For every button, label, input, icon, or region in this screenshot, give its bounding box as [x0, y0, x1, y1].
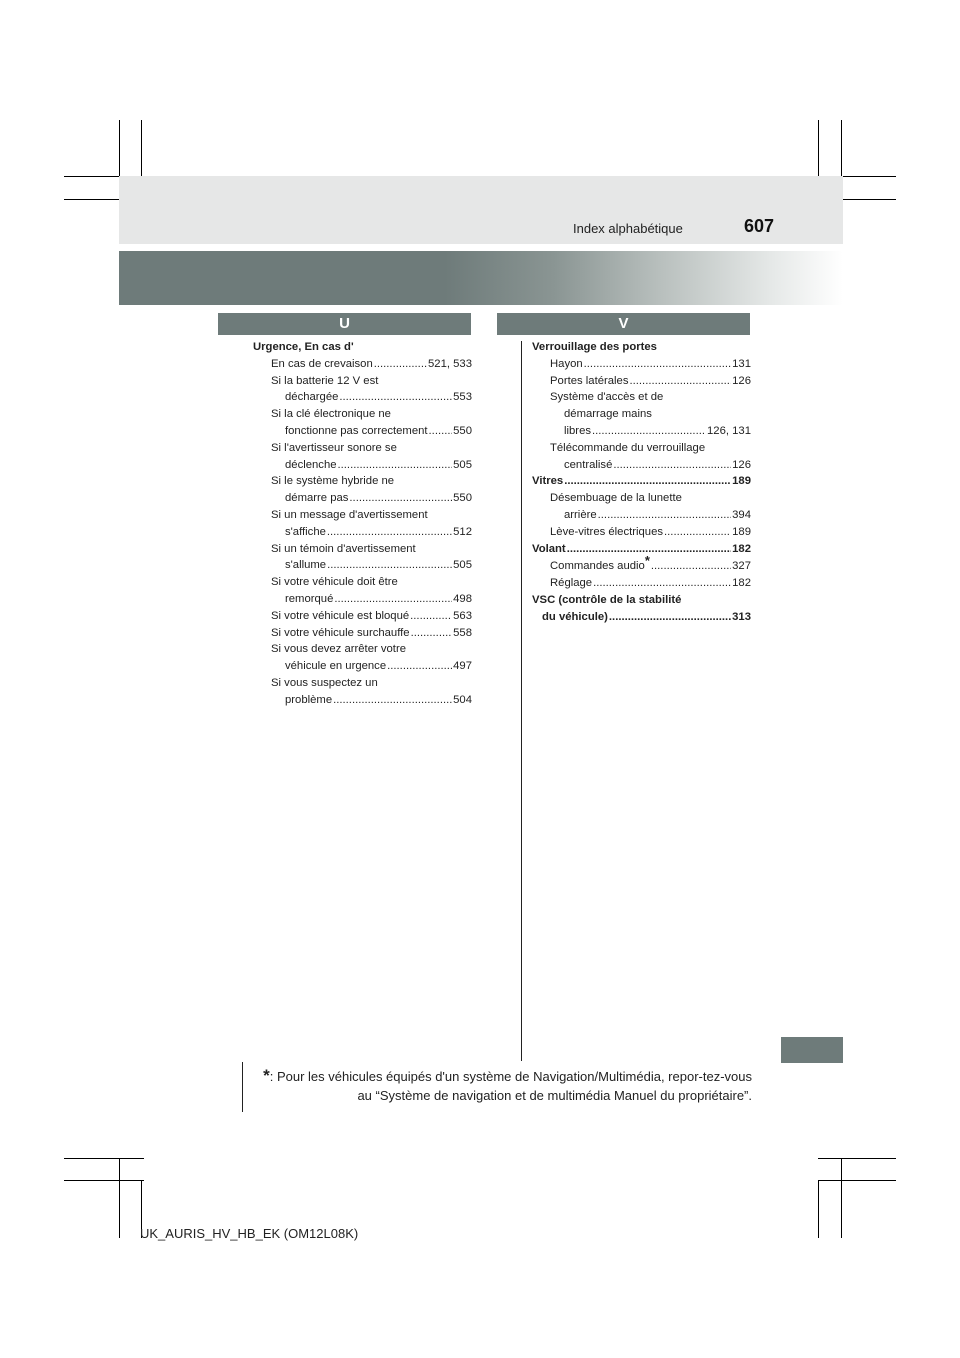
index-entry-text: Si l'avertisseur sonore se [271, 441, 397, 454]
index-entry-text: fonctionne pas correctement [285, 424, 428, 437]
dot-leader [349, 490, 452, 507]
index-entry-line [271, 423, 472, 440]
index-entry-text: Système d'accès et de [550, 391, 664, 404]
dot-leader [613, 457, 731, 474]
index-entry [253, 339, 472, 356]
index-entry [253, 356, 472, 373]
index-entry [532, 490, 751, 524]
index-entry-line [271, 524, 472, 541]
crop-mark [818, 1180, 819, 1238]
index-entry [532, 592, 751, 626]
index-entry-line [550, 406, 751, 423]
index-entry [253, 440, 472, 474]
page-reference: 189 [732, 475, 751, 488]
index-entry-line [271, 658, 472, 675]
index-entry-line [532, 609, 751, 626]
index-entry-line [271, 440, 472, 457]
footnote-rule [242, 1062, 243, 1112]
index-entry-text: Si vous devez arrêter votre [271, 643, 406, 656]
section-letter-v: V [497, 313, 750, 335]
dot-leader [429, 423, 453, 440]
index-entry-text: du véhicule) [542, 610, 608, 623]
index-entry-line [271, 541, 472, 558]
page-reference: 126 [732, 374, 751, 387]
index-entry-line [550, 575, 751, 592]
page-reference: 505 [453, 559, 472, 572]
index-entry-line [271, 507, 472, 524]
index-entry-text: Si un message d'avertissement [271, 508, 428, 521]
page-reference: 497 [453, 660, 472, 673]
index-entry-line [532, 541, 751, 558]
index-entry-text: Réglage [550, 577, 593, 590]
index-entry [253, 406, 472, 440]
page-reference: 131 [732, 357, 751, 370]
page-reference: 550 [453, 492, 472, 505]
index-entry [532, 440, 751, 474]
crop-mark [64, 1158, 144, 1159]
index-entry-line [271, 557, 472, 574]
index-entry-text: déchargée [285, 391, 339, 404]
index-entry-line [271, 406, 472, 423]
document-code: UK_AURIS_HV_HB_EK (OM12L08K) [140, 1226, 359, 1241]
dot-leader [609, 609, 731, 626]
section-letter-u: U [218, 313, 471, 335]
side-tab [781, 1037, 843, 1063]
dot-leader [630, 373, 732, 390]
index-entry-line [271, 591, 472, 608]
crop-mark [64, 1180, 144, 1181]
index-entry-line [271, 625, 472, 642]
index-entry-line [550, 457, 751, 474]
index-column-v [532, 339, 751, 626]
page-reference: 313 [732, 610, 751, 623]
page-reference: 521, 533 [428, 357, 472, 370]
index-entry-text: Si un témoin d'avertissement [271, 542, 416, 555]
page-reference: 563 [453, 609, 472, 622]
index-entry-line [271, 473, 472, 490]
index-entry-line [271, 692, 472, 709]
dot-leader [651, 558, 731, 575]
index-entry-line [271, 608, 472, 625]
page-reference: 498 [453, 592, 472, 605]
index-entry-text: VSC (contrôle de la stabilité [532, 593, 682, 606]
dot-leader [334, 591, 452, 608]
index-entry-text: Si la batterie 12 V est [271, 374, 379, 387]
index-entry-text: libres [564, 424, 591, 437]
page-reference: 553 [453, 391, 472, 404]
footnote-text: : Pour les véhicules équipés d'un système de Navigation/Multimédia, repor-tez-vous au “Système de navigation et de multimédia Manuel du propriétaire”. [269, 1069, 752, 1103]
index-entry [253, 675, 472, 709]
index-entry-line [271, 490, 472, 507]
index-entry [532, 553, 751, 575]
index-entry-line [271, 675, 472, 692]
dot-leader [387, 658, 452, 675]
index-entry-text: Portes latérales [550, 374, 629, 387]
index-column-u [253, 339, 472, 709]
index-entry-line [271, 574, 472, 591]
page-reference: 394 [732, 508, 751, 521]
crop-mark [818, 1180, 896, 1181]
dot-leader [592, 423, 706, 440]
dot-leader [564, 473, 731, 490]
index-entry-text: Si vous suspectez un [271, 676, 378, 689]
index-entry-line [271, 356, 472, 373]
index-entry-line [271, 373, 472, 390]
index-entry-text: Télécommande du verrouillage [550, 441, 706, 454]
crop-mark [119, 1158, 120, 1238]
index-entry-line [550, 524, 751, 541]
column-divider [521, 341, 522, 1061]
dot-leader [339, 389, 452, 406]
index-entry-text: déclenche [285, 458, 337, 471]
crop-mark [818, 1158, 896, 1159]
index-entry-line [550, 389, 751, 406]
dot-leader [593, 575, 731, 592]
index-entry [253, 625, 472, 642]
index-entry [253, 574, 472, 608]
page-reference: 327 [732, 560, 751, 573]
page-reference: 189 [732, 525, 751, 538]
page-reference: 505 [453, 458, 472, 471]
index-entry-line [550, 440, 751, 457]
dot-leader [410, 608, 452, 625]
footnote-reference: * [644, 553, 650, 569]
dot-leader [327, 557, 452, 574]
index-entry [532, 575, 751, 592]
index-entry-text: Si votre véhicule doit être [271, 576, 398, 589]
index-entry-text: Verrouillage des portes [532, 341, 657, 353]
index-entry-text: Vitres [532, 475, 564, 488]
index-entry-line [253, 339, 472, 356]
index-entry [532, 389, 751, 439]
index-entry-line [532, 592, 751, 609]
page-reference: 182 [732, 542, 751, 555]
dot-leader [338, 457, 453, 474]
index-entry [253, 507, 472, 541]
dot-leader [374, 356, 427, 373]
dot-leader [327, 524, 452, 541]
index-entry [253, 641, 472, 675]
index-entry-text: Désembuage de la lunette [550, 492, 682, 505]
index-entry-line [532, 339, 751, 356]
index-entry-text: Commandes audio [550, 560, 645, 573]
index-entry [532, 541, 751, 558]
index-entry-text: Urgence, En cas d' [253, 341, 354, 353]
header-title: Index alphabétique [573, 221, 683, 236]
index-entry-line [550, 373, 751, 390]
index-entry [253, 473, 472, 507]
page-reference: 558 [453, 626, 472, 639]
footnote-marker: * [263, 1066, 270, 1085]
dot-leader [664, 524, 731, 541]
index-entry-line [550, 507, 751, 524]
index-entry [532, 339, 751, 356]
index-entry-text: Si votre véhicule est bloqué [271, 609, 410, 622]
header-band [119, 176, 843, 244]
page-reference: 550 [453, 424, 472, 437]
dot-leader [411, 625, 453, 642]
index-entry-text: arrière [564, 508, 597, 521]
index-entry-line [550, 423, 751, 440]
page-reference: 182 [732, 577, 751, 590]
page-reference: 504 [453, 693, 472, 706]
index-entry [253, 608, 472, 625]
page-number: 607 [744, 216, 775, 236]
dot-leader [333, 692, 452, 709]
index-entry-text: s'allume [285, 559, 327, 572]
index-entry-text: Hayon [550, 357, 583, 370]
index-entry-text: s'affiche [285, 525, 326, 538]
index-entry [253, 373, 472, 407]
page-reference: 126 [732, 458, 751, 471]
index-entry-text: remorqué [285, 592, 334, 605]
index-entry-line [271, 389, 472, 406]
index-entry [253, 541, 472, 575]
index-entry-text: Lève-vitres électriques [550, 525, 664, 538]
index-entry [532, 524, 751, 541]
index-entry-text: véhicule en urgence [285, 660, 387, 673]
footnote [258, 1066, 752, 1105]
index-entry-text: Si le système hybride ne [271, 475, 395, 488]
index-entry-text: Si votre véhicule surchauffe [271, 626, 410, 639]
index-entry-line [271, 641, 472, 658]
gradient-band [119, 251, 843, 305]
index-entry [532, 473, 751, 490]
index-entry-text: démarre pas [285, 492, 349, 505]
index-entry-text: démarrage mains [564, 408, 652, 421]
crop-mark [841, 1158, 842, 1238]
index-entry-line [532, 473, 751, 490]
index-entry-text: Si la clé électronique ne [271, 408, 391, 421]
index-entry-line [550, 490, 751, 507]
index-entry-line [550, 553, 751, 575]
index-entry [532, 373, 751, 390]
index-entry [532, 356, 751, 373]
dot-leader [598, 507, 731, 524]
index-entry-line [271, 457, 472, 474]
index-entry-text: centralisé [564, 458, 613, 471]
index-entry-line [550, 356, 751, 373]
index-entry-text: En cas de crevaison [271, 357, 373, 370]
dot-leader [584, 356, 731, 373]
page-reference: 512 [453, 525, 472, 538]
page-reference: 126, 131 [707, 424, 751, 437]
index-entry-text: Volant [532, 542, 566, 555]
index-entry-text: problème [285, 693, 333, 706]
